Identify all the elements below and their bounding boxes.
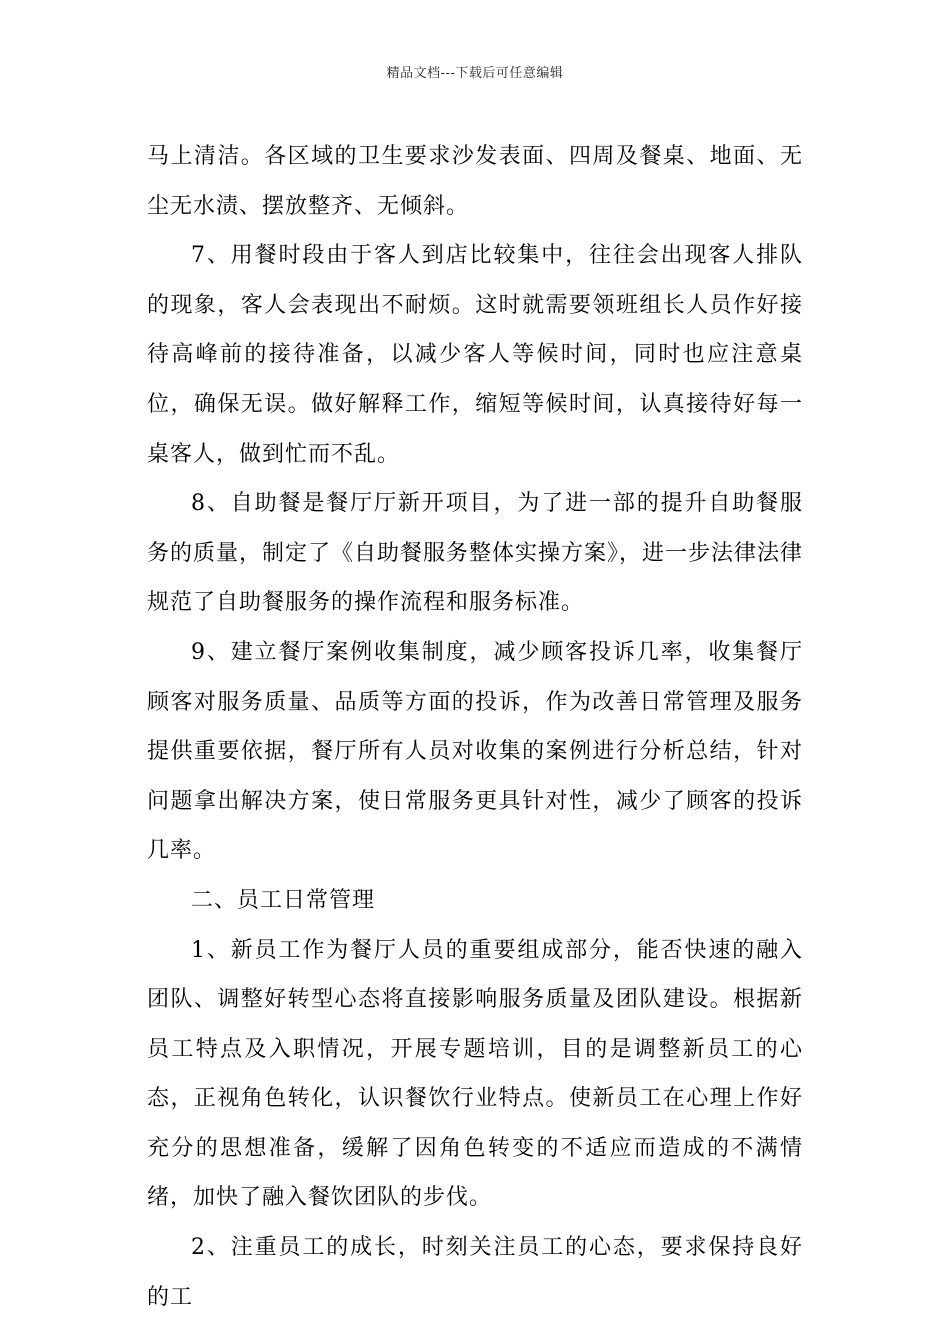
section-heading-staff-management: 二、员工日常管理 (191, 887, 376, 913)
document-body (147, 132, 803, 1322)
page-header: 精品文档---下载后可任意编辑 (386, 66, 564, 81)
paragraph-item-9: 9、建立餐厅案例收集制度，减少顾客投诉几率，收集餐厅顾客对服务质量、品质等方面的投诉，作为改善日常管理及服务提供重要依据，餐厅所有人员对收集的案例进行分析总结，针对问题拿出解决方案，使日常服务更具针对性，减少了顾客的投诉几率。 (147, 639, 803, 864)
paragraph-continuation: 马上清洁。各区域的卫生要求沙发表面、四周及餐桌、地面、无尘无水渍、摆放整齐、无倾斜。 (147, 144, 803, 219)
paragraph-item-8: 8、自助餐是餐厅厅新开项目，为了进一部的提升自助餐服务的质量，制定了《自助餐服务整体实操方案》，进一步法律法律规范了自助餐服务的操作流程和服务标准。 (147, 491, 804, 616)
paragraph-item-2: 2、注重员工的成长，时刻关注员工的心态，要求保持良好的工 (147, 1235, 803, 1310)
paragraph-item-7: 7、用餐时段由于客人到店比较集中，往往会出现客人排队的现象，客人会表现出不耐烦。这时就需要领班组长人员作好接待高峰前的接待准备，以减少客人等候时间，同时也应注意桌位，确保无误。做好解释工作，缩短等候时间，认真接待好每一桌客人，做到忙而不乱。 (147, 243, 803, 467)
paragraph-item-1: 1、新员工作为餐厅人员的重要组成部分，能否快速的融入团队、调整好转型心态将直接影响服务质量及团队建设。根据新员工特点及入职情况，开展专题培训，目的是调整新员工的心态，正视角色转化，认识餐饮行业特点。使新员工在心理上作好充分的思想准备，缓解了因角色转变的不适应而造成的不满情绪，加快了融入餐饮团队的步伐。 (147, 937, 803, 1211)
